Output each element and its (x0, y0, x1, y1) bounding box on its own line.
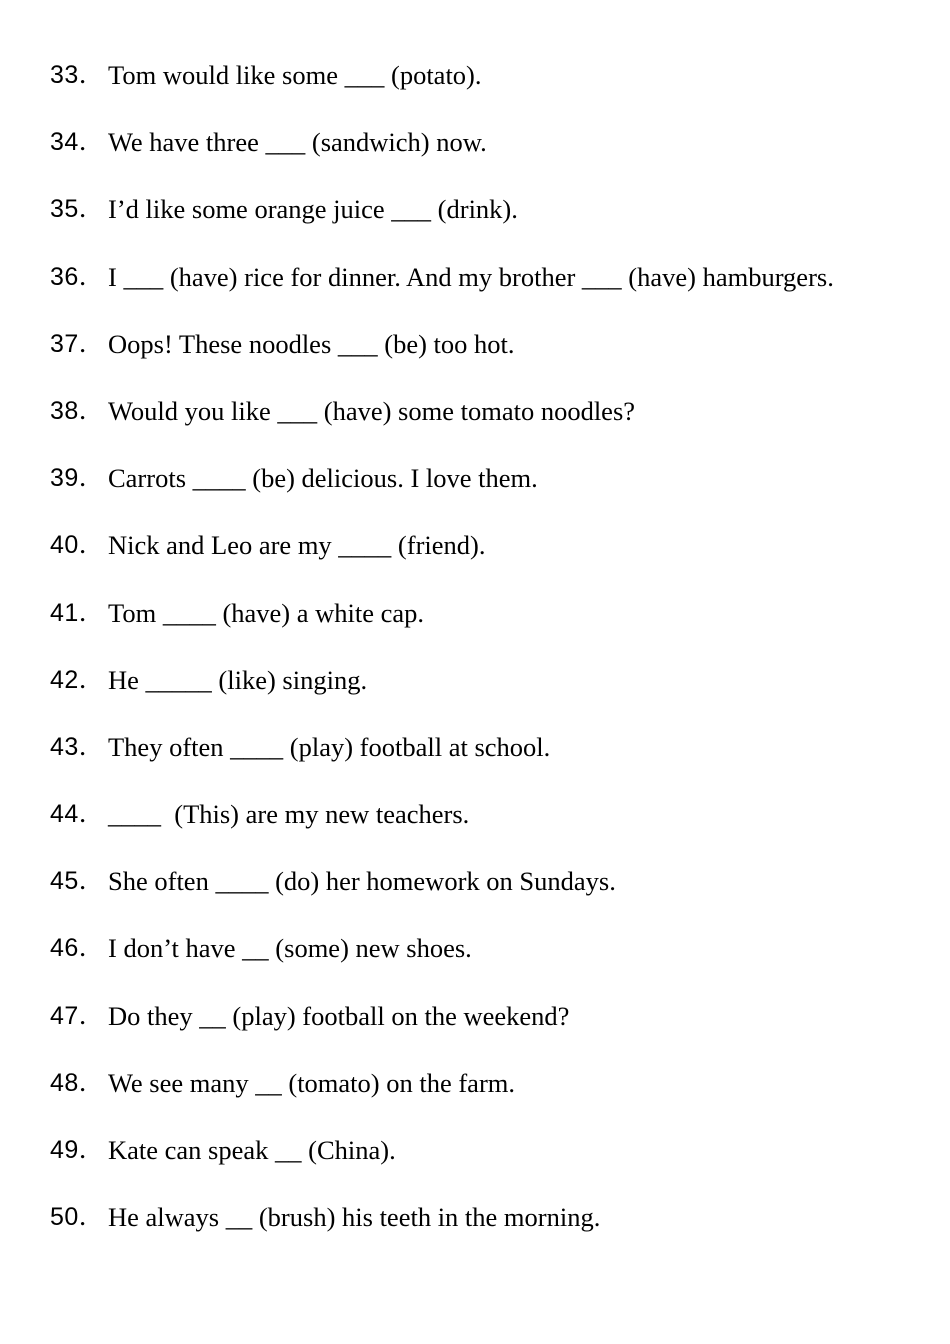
exercise-sentence: Kate can speak __ (China). (108, 1135, 396, 1165)
exercise-sentence: He always __ (brush) his teeth in the morning. (108, 1202, 601, 1233)
exercise-item (50, 326, 834, 393)
exercise-sentence: Carrots ____ (be) delicious. I love them. (108, 463, 538, 494)
exercise-sentence: Tom would like some ___ (potato). (108, 60, 482, 90)
exercise-number: 38． (50, 396, 105, 425)
exercise-sentence: She often ____ (do) her homework on Sundays. (108, 866, 616, 897)
exercise-list (50, 57, 834, 1266)
exercise-item (50, 1065, 834, 1132)
exercise-number: 48． (50, 1068, 105, 1097)
exercise-item (50, 527, 834, 594)
exercise-number: 43． (50, 732, 105, 761)
exercise-number: 41． (50, 598, 105, 627)
exercise-number: 44． (50, 800, 105, 829)
exercise-number: 42． (50, 665, 105, 694)
exercise-number: 46． (50, 934, 105, 963)
exercise-item (50, 729, 834, 796)
exercise-number: 50． (50, 1203, 105, 1232)
exercise-item (50, 259, 834, 326)
exercise-item (50, 595, 834, 662)
exercise-sentence: Oops! These noodles ___ (be) too hot. (108, 328, 515, 359)
exercise-item (50, 1199, 834, 1266)
exercise-sentence: We have three ___ (sandwich) now. (108, 127, 487, 158)
exercise-sentence: Would you like ___ (have) some tomato noodles? (108, 395, 636, 426)
exercise-number: 47． (50, 1001, 105, 1030)
exercise-item (50, 998, 834, 1065)
exercise-sentence: I’d like some orange juice ___ (drink). (108, 194, 518, 225)
exercise-number: 35． (50, 195, 105, 224)
exercise-item (50, 57, 834, 124)
exercise-item (50, 662, 834, 729)
exercise-number: 49． (50, 1136, 105, 1164)
exercise-number: 37． (50, 329, 105, 358)
exercise-item (50, 930, 834, 997)
exercise-item (50, 796, 834, 863)
exercise-sentence: ____ (This) are my new teachers. (108, 799, 470, 830)
exercise-number: 39． (50, 464, 105, 493)
exercise-item (50, 460, 834, 527)
exercise-sentence: Nick and Leo are my ____ (friend). (108, 530, 486, 561)
exercise-sentence: We see many __ (tomato) on the farm. (108, 1067, 516, 1098)
exercise-number: 33． (50, 61, 105, 89)
exercise-sentence: I don’t have __ (some) new shoes. (108, 933, 472, 964)
exercise-sentence: Do they __ (play) football on the weekend? (108, 1000, 570, 1031)
exercise-item (50, 1132, 834, 1199)
exercise-item (50, 393, 834, 460)
exercise-number: 40． (50, 531, 105, 560)
exercise-number: 34． (50, 128, 105, 157)
exercise-sentence: Tom ____ (have) a white cap. (108, 597, 425, 628)
exercise-sentence: I ___ (have) rice for dinner. And my brother ___ (have) hamburgers. (108, 261, 834, 292)
exercise-sentence: They often ____ (play) football at school. (108, 731, 551, 762)
exercise-number: 45． (50, 867, 105, 896)
exercise-item (50, 863, 834, 930)
exercise-item (50, 191, 834, 258)
exercise-sentence: He _____ (like) singing. (108, 664, 368, 695)
exercise-number: 36． (50, 262, 105, 291)
exercise-item (50, 124, 834, 191)
